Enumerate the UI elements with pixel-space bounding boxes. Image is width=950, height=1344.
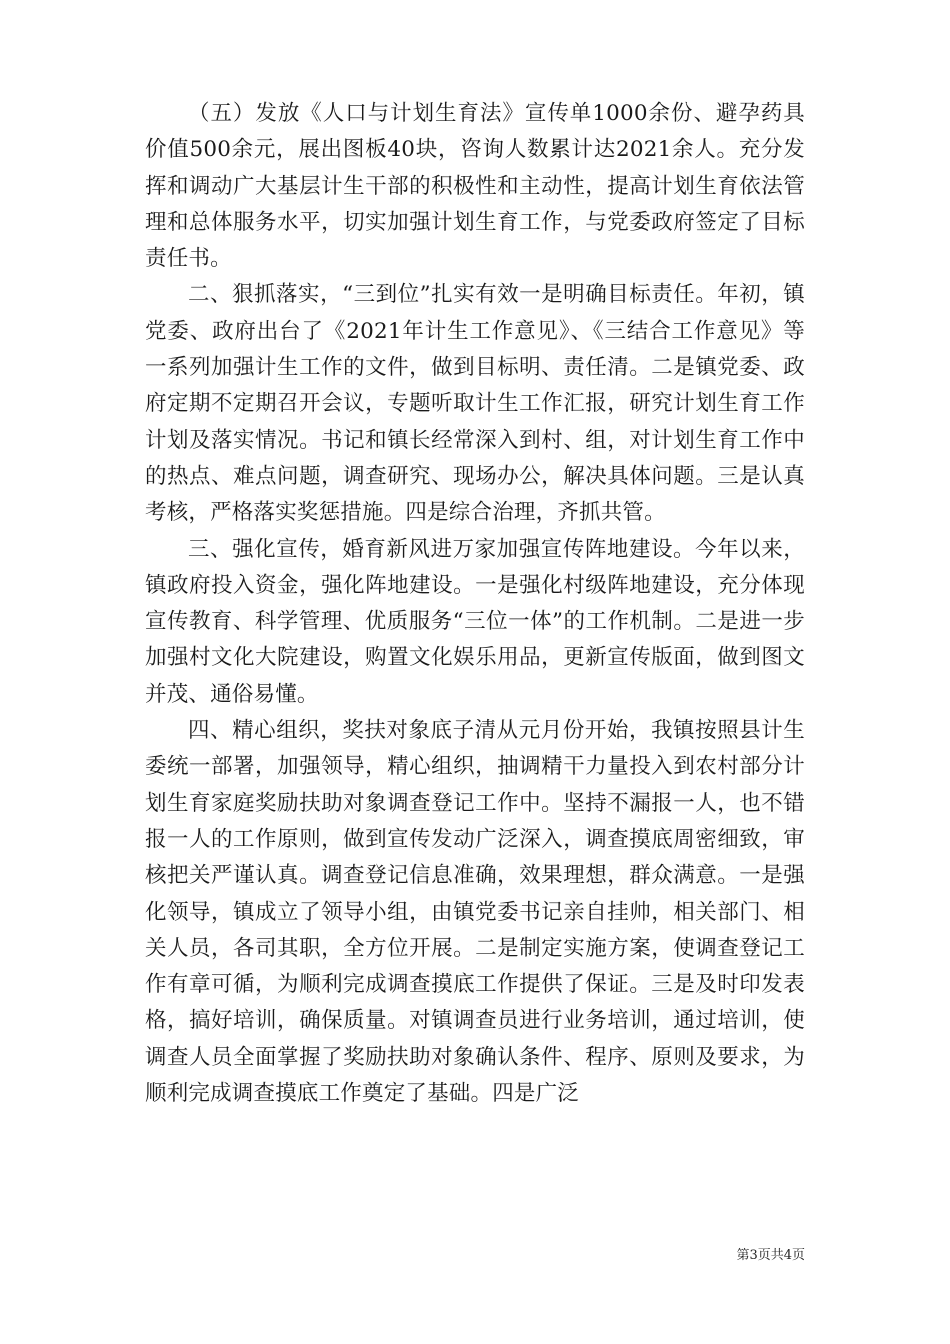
- page-number-footer: 第3页共4页: [736, 1248, 805, 1263]
- paragraph-implementation: 二、狠抓落实，“三到位”扎实有效一是明确目标责任。年初，镇党委、政府出台了《2021年计生工作意见》、《三结合工作意见》等一系列加强计生工作的文件，做到目标明、责任清。二是镇党委、政府定期不定期召开会议，专题听取计生工作汇报，研究计划生育工作计划及落实情况。书记和镇长经常深入到村、组，对计划生育工作中的热点、难点问题，调查研究、现场办公，解决具体问题。三是认真考核，严格落实奖惩措施。四是综合治理，齐抓共管。: [145, 282, 805, 526]
- paragraph-organization: 四、精心组织，奖扶对象底子清从元月份开始，我镇按照县计生委统一部署，加强领导，精心组织，抽调精干力量投入到农村部分计划生育家庭奖励扶助对象调查登记工作中。坚持不漏报一人，也不错报一人的工作原则，做到宣传发动广泛深入，调查摸底周密细致，审核把关严谨认真。调查登记信息准确，效果理想，群众满意。一是强化领导，镇成立了领导小组，由镇党委书记亲自挂帅，相关部门、相关人员，各司其职，全方位开展。二是制定实施方案，使调查登记工作有章可循，为顺利完成调查摸底工作提供了保证。三是及时印发表格，搞好培训，确保质量。对镇调查员进行业务培训，通过培训，使调查人员全面掌握了奖励扶助对象确认条件、程序、原则及要求，为顺利完成调查摸底工作奠定了基础。四是广泛: [145, 718, 805, 1107]
- paragraph-propaganda-materials: （五）发放《人口与计划生育法》宣传单1000余份、避孕药具价值500余元，展出图板40块，咨询人数累计达2021余人。充分发挥和调动广大基层计生干部的积极性和主动性，提高计划生育依法管理和总体服务水平，切实加强计划生育工作，与党委政府签定了目标责任书。: [145, 101, 805, 272]
- document-body: [145, 96, 805, 1112]
- paragraph-publicity: 三、强化宣传，婚育新风进万家加强宣传阵地建设。今年以来，镇政府投入资金，强化阵地建设。一是强化村级阵地建设，充分体现宣传教育、科学管理、优质服务“三位一体”的工作机制。二是进一步加强村文化大院建设，购置文化娱乐用品，更新宣传版面，做到图文并茂、通俗易懂。: [145, 536, 805, 707]
